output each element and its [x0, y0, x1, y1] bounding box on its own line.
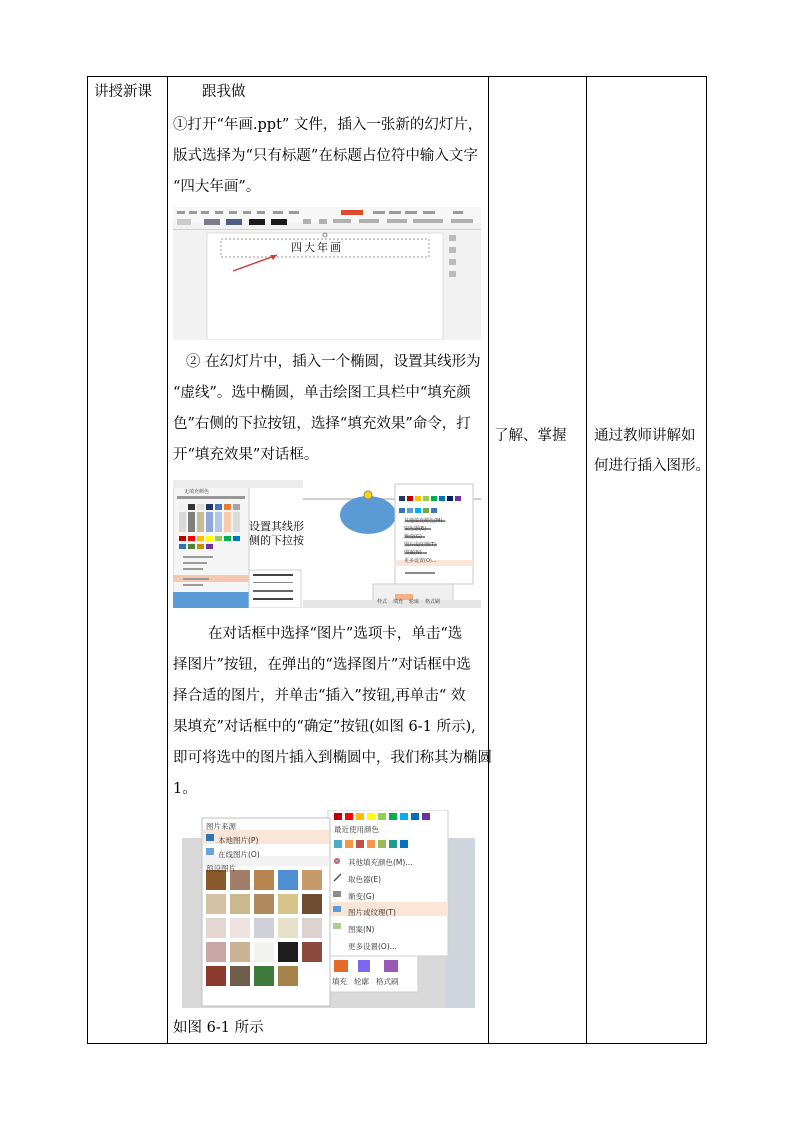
objective-text: 了解、掌握	[494, 428, 567, 444]
figure-caption: 如图 6-1 所示	[173, 1020, 264, 1036]
method-text	[594, 421, 710, 481]
outline-button[interactable]: 轮廓	[409, 599, 420, 605]
local-picture-option[interactable]: 本地图片(P)	[218, 836, 259, 845]
menu-item[interactable]: 图案(N)	[404, 550, 422, 556]
menu-item[interactable]: 其他填充颜色(M)...	[348, 858, 413, 867]
column-divider	[586, 77, 587, 1043]
menu-item[interactable]: 渐变(G)	[348, 891, 375, 901]
step3-line4: 果填充”对话框中的“确定”按钮(如图 6-1 所示),	[173, 719, 476, 735]
method-line: 通过教师讲解如	[594, 428, 696, 444]
menu-item[interactable]: 图案(N)	[348, 925, 375, 935]
menu-item[interactable]: 取色器(E)	[404, 526, 427, 532]
slide-title-text: 四大年画	[291, 241, 343, 254]
step1-line1: ①打开“年画.ppt” 文件，插入一张新的幻灯片，	[173, 117, 483, 133]
step1-line2: 版式选择为“只有标题”在标题占位符中输入文字	[173, 148, 478, 164]
style-button[interactable]: 样式	[377, 599, 388, 605]
step2-line1: ② 在幻灯片中，插入一个椭圆，设置其线形为	[186, 354, 481, 370]
step1-line3: “四大年画”。	[173, 179, 261, 195]
step3-line1: 在对话框中选择“图片”选项卡，单击“选	[208, 626, 463, 642]
menu-item[interactable]: 更多设置(O)...	[404, 558, 437, 564]
fill-button[interactable]: 填充	[393, 599, 404, 605]
column-divider	[167, 77, 168, 1043]
format-painter-button[interactable]: 格式刷	[425, 599, 441, 605]
menu-item[interactable]: 图片或纹理(T)	[348, 908, 396, 918]
preset-picture-heading: 预设图片	[206, 864, 236, 873]
menu-item[interactable]: 渐变(G)	[404, 534, 422, 540]
mini-toolbar	[377, 598, 440, 605]
overlay-line: 侧的下拉按	[249, 534, 304, 547]
picture-source-heading: 图片来源	[206, 822, 236, 831]
right-menu	[404, 517, 447, 565]
overlay-text	[249, 520, 304, 548]
format-painter-button[interactable]: 格式刷	[376, 977, 399, 986]
column-divider	[488, 77, 489, 1043]
overlay-line: 设置其线形	[249, 520, 304, 533]
step3-line2: 择图片”按钮，在弹出的“选择图片”对话框中选	[173, 657, 471, 673]
online-picture-option[interactable]: 在线图片(O)	[218, 850, 260, 859]
outline-button[interactable]: 轮廓	[354, 977, 369, 986]
recent-colors-label: 最近使用颜色	[334, 825, 379, 834]
step3-line5: 即可将选中的图片插入到椭圆中，我们称其为椭圆	[173, 750, 492, 766]
fill-button[interactable]: 填充	[332, 977, 347, 986]
slide-screenshot-art	[173, 207, 481, 340]
menu-item[interactable]: 更多设置(O)...	[348, 941, 397, 951]
fill-dropdown-screenshot	[173, 480, 481, 608]
step2-line4: 开“填充效果”对话框。	[173, 447, 319, 463]
step2-line2: “虚线”。选中椭圆，单击绘图工具栏中“填充颜	[173, 385, 471, 401]
slide-title-screenshot	[173, 207, 481, 340]
section-heading: 跟我做	[202, 84, 246, 100]
picture-source-panel	[206, 820, 260, 876]
method-line: 何进行插入图形。	[594, 458, 710, 474]
step3-line6: 1。	[173, 781, 197, 797]
fill-menu	[348, 855, 412, 956]
menu-item[interactable]: 取色器(E)	[348, 874, 382, 884]
step2-line3: 色”右侧的下拉按钮，选择“填充效果”命令，打	[173, 416, 471, 432]
stage-label: 讲授新课	[94, 84, 152, 100]
fill-toolbar	[332, 976, 399, 987]
menu-item[interactable]: 图片或纹理(T)	[404, 542, 436, 548]
step3-line3: 择合适的图片，并单击“插入”按钮,再单击“ 效	[173, 688, 466, 704]
texture-fill-screenshot	[182, 810, 475, 1008]
menu-item[interactable]: 其他填充颜色(M)...	[404, 518, 447, 524]
no-fill-label: 无填充颜色	[184, 489, 210, 495]
